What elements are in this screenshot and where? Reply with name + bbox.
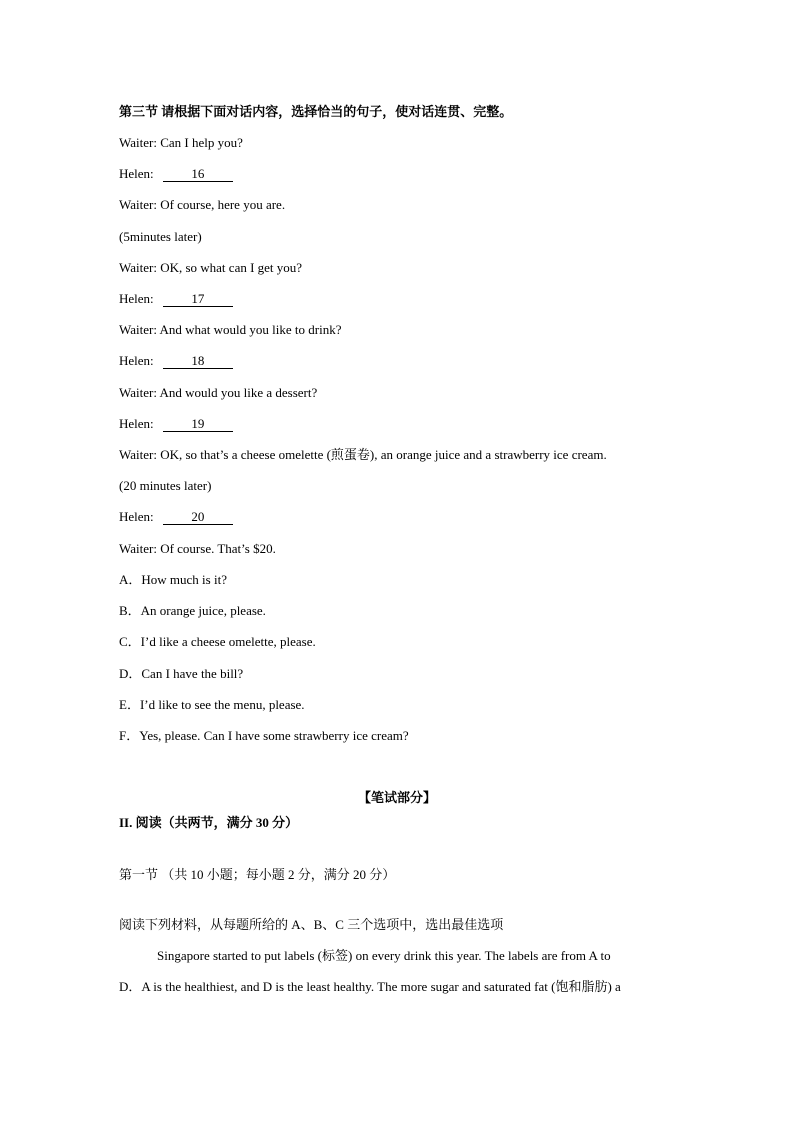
speaker-label: Helen: <box>119 509 154 524</box>
reading-instruction: 阅读下列材料，从每题所给的 A、B、C 三个选项中，选出最佳选项 <box>119 917 504 932</box>
answer-blank[interactable]: 19 <box>163 417 233 432</box>
section-3-heading: 第三节 请根据下面对话内容，选择恰当的句子，使对话连贯、完整。 <box>119 104 513 119</box>
dialogue-text: Can I help you? <box>160 135 243 150</box>
answer-blank[interactable]: 18 <box>163 354 233 369</box>
speaker-label: Waiter: <box>119 541 157 556</box>
option-item: B．An orange juice, please. <box>119 603 266 618</box>
option-item: C．I’d like a cheese omelette, please. <box>119 634 316 649</box>
dialogue-line <box>119 291 233 307</box>
dialogue-text: OK, so that’s a cheese omelette (煎蛋卷), an orange juice and a strawberry ice cream. <box>160 447 607 462</box>
speaker-label: Waiter: <box>119 447 157 462</box>
dialogue-line <box>119 541 276 557</box>
written-part-title: 【笔试部分】 <box>357 790 436 805</box>
dialogue-line <box>119 447 607 463</box>
dialogue-line <box>119 353 233 369</box>
speaker-label: Waiter: <box>119 385 157 400</box>
dialogue-text: And would you like a dessert? <box>159 385 318 400</box>
dialogue-text: Of course. That’s $20. <box>160 541 276 556</box>
passage-line-2: D．A is the healthiest, and D is the least healthy. The more sugar and saturated fat (饱和脂肪) a <box>119 979 621 994</box>
option-item: A．How much is it? <box>119 572 227 587</box>
speaker-label: Helen: <box>119 353 154 368</box>
dialogue-line <box>119 322 341 338</box>
dialogue-note: (20 minutes later) <box>119 478 212 493</box>
dialogue-line <box>119 509 233 525</box>
dialogue-line <box>119 416 233 432</box>
speaker-label: Waiter: <box>119 322 157 337</box>
speaker-label: Waiter: <box>119 260 157 275</box>
speaker-label: Waiter: <box>119 135 157 150</box>
dialogue-line <box>119 260 302 276</box>
dialogue-text: OK, so what can I get you? <box>160 260 303 275</box>
dialogue-line <box>119 385 317 401</box>
answer-blank[interactable]: 16 <box>163 167 233 182</box>
speaker-label: Helen: <box>119 166 154 181</box>
dialogue-note: (5minutes later) <box>119 229 202 244</box>
option-item: E．I’d like to see the menu, please. <box>119 697 305 712</box>
speaker-label: Helen: <box>119 291 154 306</box>
option-item: F．Yes, please. Can I have some strawberry ice cream? <box>119 728 409 743</box>
answer-blank[interactable]: 17 <box>163 292 233 307</box>
dialogue-text: And what would you like to drink? <box>159 322 342 337</box>
reading-section-title: II. 阅读（共两节，满分 30 分） <box>119 815 299 830</box>
passage-line-1: Singapore started to put labels (标签) on every drink this year. The labels are from A to <box>157 948 611 963</box>
dialogue-text: Of course, here you are. <box>160 197 286 212</box>
speaker-label: Helen: <box>119 416 154 431</box>
answer-blank[interactable]: 20 <box>163 510 233 525</box>
dialogue-line <box>119 166 233 182</box>
dialogue-line <box>119 197 285 213</box>
subsection-title: 第一节 （共 10 小题；每小题 2 分，满分 20 分） <box>119 867 396 882</box>
option-item: D．Can I have the bill? <box>119 666 244 681</box>
speaker-label: Waiter: <box>119 197 157 212</box>
dialogue-line <box>119 135 243 151</box>
